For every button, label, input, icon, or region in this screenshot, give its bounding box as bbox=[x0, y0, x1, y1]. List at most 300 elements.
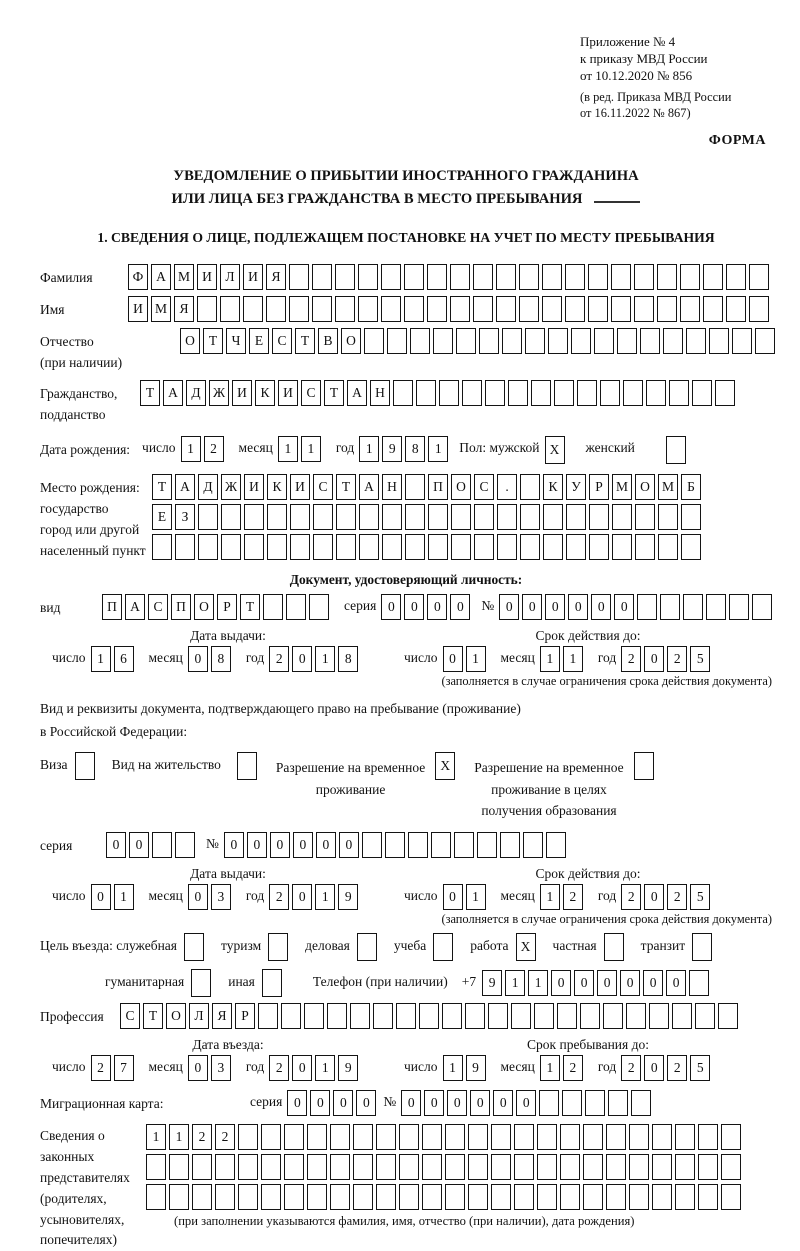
char-cell[interactable]: 0 bbox=[356, 1090, 376, 1116]
char-cell[interactable]: Я bbox=[174, 296, 194, 322]
char-cell[interactable] bbox=[238, 1184, 258, 1210]
char-cell[interactable]: X bbox=[516, 933, 536, 961]
char-cell[interactable] bbox=[422, 1124, 442, 1150]
char-cell[interactable] bbox=[539, 1090, 559, 1116]
char-cell[interactable] bbox=[565, 296, 585, 322]
char-cell[interactable] bbox=[336, 534, 356, 560]
char-cell[interactable] bbox=[491, 1124, 511, 1150]
char-cell[interactable] bbox=[566, 534, 586, 560]
char-cell[interactable] bbox=[689, 970, 709, 996]
char-cell[interactable] bbox=[589, 534, 609, 560]
char-cell[interactable] bbox=[266, 296, 286, 322]
char-cell[interactable] bbox=[514, 1124, 534, 1150]
char-cell[interactable] bbox=[666, 436, 686, 464]
char-cell[interactable] bbox=[606, 1124, 626, 1150]
char-cell[interactable] bbox=[588, 296, 608, 322]
char-cell[interactable]: 0 bbox=[91, 884, 111, 910]
char-cell[interactable] bbox=[312, 296, 332, 322]
char-cell[interactable] bbox=[600, 380, 620, 406]
char-cell[interactable] bbox=[543, 504, 563, 530]
char-cell[interactable] bbox=[358, 264, 378, 290]
char-cell[interactable]: 3 bbox=[211, 884, 231, 910]
char-cell[interactable] bbox=[290, 534, 310, 560]
char-cell[interactable] bbox=[358, 296, 378, 322]
char-cell[interactable] bbox=[381, 296, 401, 322]
char-cell[interactable] bbox=[192, 1184, 212, 1210]
char-cell[interactable] bbox=[652, 1124, 672, 1150]
char-cell[interactable] bbox=[603, 1003, 623, 1029]
char-cell[interactable] bbox=[686, 328, 706, 354]
char-cell[interactable]: 9 bbox=[382, 436, 402, 462]
char-cell[interactable] bbox=[221, 504, 241, 530]
char-cell[interactable]: 2 bbox=[563, 884, 583, 910]
char-cell[interactable]: 0 bbox=[129, 832, 149, 858]
char-cell[interactable]: 1 bbox=[315, 1055, 335, 1081]
char-cell[interactable] bbox=[237, 752, 257, 780]
char-cell[interactable] bbox=[307, 1124, 327, 1150]
char-cell[interactable]: 0 bbox=[404, 594, 424, 620]
char-cell[interactable] bbox=[479, 328, 499, 354]
char-cell[interactable]: X bbox=[545, 436, 565, 464]
char-cell[interactable]: Ж bbox=[209, 380, 229, 406]
char-cell[interactable] bbox=[623, 380, 643, 406]
char-cell[interactable] bbox=[692, 380, 712, 406]
char-cell[interactable]: Т bbox=[324, 380, 344, 406]
char-cell[interactable] bbox=[583, 1154, 603, 1180]
char-cell[interactable]: 7 bbox=[114, 1055, 134, 1081]
char-cell[interactable]: О bbox=[180, 328, 200, 354]
char-cell[interactable] bbox=[583, 1124, 603, 1150]
char-cell[interactable] bbox=[445, 1124, 465, 1150]
char-cell[interactable] bbox=[698, 1124, 718, 1150]
char-cell[interactable] bbox=[416, 380, 436, 406]
char-cell[interactable]: И bbox=[232, 380, 252, 406]
char-cell[interactable] bbox=[520, 474, 540, 500]
char-cell[interactable]: Л bbox=[189, 1003, 209, 1029]
char-cell[interactable]: 8 bbox=[405, 436, 425, 462]
char-cell[interactable] bbox=[635, 534, 655, 560]
char-cell[interactable] bbox=[146, 1154, 166, 1180]
char-cell[interactable]: М bbox=[658, 474, 678, 500]
char-cell[interactable]: Т bbox=[152, 474, 172, 500]
char-cell[interactable] bbox=[393, 380, 413, 406]
char-cell[interactable] bbox=[284, 1154, 304, 1180]
char-cell[interactable] bbox=[658, 534, 678, 560]
char-cell[interactable]: 0 bbox=[597, 970, 617, 996]
char-cell[interactable]: С bbox=[313, 474, 333, 500]
char-cell[interactable] bbox=[749, 296, 769, 322]
char-cell[interactable] bbox=[238, 1154, 258, 1180]
char-cell[interactable]: 1 bbox=[540, 884, 560, 910]
char-cell[interactable] bbox=[652, 1154, 672, 1180]
char-cell[interactable]: 1 bbox=[505, 970, 525, 996]
char-cell[interactable] bbox=[565, 264, 585, 290]
char-cell[interactable]: А bbox=[359, 474, 379, 500]
char-cell[interactable] bbox=[281, 1003, 301, 1029]
char-cell[interactable] bbox=[359, 534, 379, 560]
char-cell[interactable] bbox=[263, 594, 283, 620]
char-cell[interactable] bbox=[548, 328, 568, 354]
char-cell[interactable]: 0 bbox=[568, 594, 588, 620]
char-cell[interactable] bbox=[450, 296, 470, 322]
char-cell[interactable] bbox=[703, 296, 723, 322]
char-cell[interactable] bbox=[577, 380, 597, 406]
char-cell[interactable] bbox=[330, 1184, 350, 1210]
char-cell[interactable]: 0 bbox=[470, 1090, 490, 1116]
char-cell[interactable]: У bbox=[566, 474, 586, 500]
char-cell[interactable]: 0 bbox=[666, 970, 686, 996]
char-cell[interactable]: 1 bbox=[114, 884, 134, 910]
char-cell[interactable]: В bbox=[318, 328, 338, 354]
char-cell[interactable]: Д bbox=[186, 380, 206, 406]
char-cell[interactable]: Р bbox=[589, 474, 609, 500]
char-cell[interactable] bbox=[468, 1124, 488, 1150]
char-cell[interactable] bbox=[626, 1003, 646, 1029]
char-cell[interactable] bbox=[537, 1124, 557, 1150]
char-cell[interactable] bbox=[514, 1154, 534, 1180]
char-cell[interactable] bbox=[571, 328, 591, 354]
char-cell[interactable] bbox=[519, 264, 539, 290]
char-cell[interactable]: 1 bbox=[181, 436, 201, 462]
char-cell[interactable]: 0 bbox=[545, 594, 565, 620]
char-cell[interactable] bbox=[718, 1003, 738, 1029]
char-cell[interactable]: 0 bbox=[427, 594, 447, 620]
char-cell[interactable] bbox=[445, 1154, 465, 1180]
char-cell[interactable]: 0 bbox=[499, 594, 519, 620]
char-cell[interactable] bbox=[726, 264, 746, 290]
char-cell[interactable]: Е bbox=[152, 504, 172, 530]
char-cell[interactable]: 2 bbox=[563, 1055, 583, 1081]
char-cell[interactable] bbox=[221, 534, 241, 560]
char-cell[interactable] bbox=[238, 1124, 258, 1150]
char-cell[interactable] bbox=[646, 380, 666, 406]
char-cell[interactable]: 8 bbox=[211, 646, 231, 672]
char-cell[interactable] bbox=[422, 1184, 442, 1210]
char-cell[interactable]: 5 bbox=[690, 884, 710, 910]
char-cell[interactable]: О bbox=[341, 328, 361, 354]
char-cell[interactable] bbox=[262, 969, 282, 997]
char-cell[interactable]: 6 bbox=[114, 646, 134, 672]
char-cell[interactable]: 0 bbox=[333, 1090, 353, 1116]
char-cell[interactable] bbox=[657, 296, 677, 322]
char-cell[interactable]: 0 bbox=[493, 1090, 513, 1116]
char-cell[interactable] bbox=[580, 1003, 600, 1029]
char-cell[interactable] bbox=[500, 832, 520, 858]
char-cell[interactable]: 1 bbox=[301, 436, 321, 462]
char-cell[interactable]: 0 bbox=[287, 1090, 307, 1116]
char-cell[interactable] bbox=[732, 328, 752, 354]
char-cell[interactable] bbox=[680, 296, 700, 322]
char-cell[interactable]: 1 bbox=[563, 646, 583, 672]
char-cell[interactable] bbox=[244, 534, 264, 560]
char-cell[interactable]: 0 bbox=[443, 646, 463, 672]
char-cell[interactable]: . bbox=[497, 474, 517, 500]
char-cell[interactable] bbox=[698, 1154, 718, 1180]
char-cell[interactable]: 0 bbox=[106, 832, 126, 858]
char-cell[interactable] bbox=[146, 1184, 166, 1210]
char-cell[interactable] bbox=[405, 534, 425, 560]
char-cell[interactable]: К bbox=[255, 380, 275, 406]
char-cell[interactable] bbox=[451, 504, 471, 530]
char-cell[interactable]: 1 bbox=[359, 436, 379, 462]
char-cell[interactable] bbox=[327, 1003, 347, 1029]
char-cell[interactable] bbox=[427, 264, 447, 290]
char-cell[interactable] bbox=[675, 1154, 695, 1180]
char-cell[interactable]: Я bbox=[212, 1003, 232, 1029]
char-cell[interactable]: З bbox=[175, 504, 195, 530]
char-cell[interactable]: Т bbox=[240, 594, 260, 620]
char-cell[interactable] bbox=[359, 504, 379, 530]
char-cell[interactable] bbox=[474, 534, 494, 560]
char-cell[interactable] bbox=[357, 933, 377, 961]
char-cell[interactable]: 0 bbox=[591, 594, 611, 620]
char-cell[interactable] bbox=[243, 296, 263, 322]
char-cell[interactable] bbox=[152, 832, 172, 858]
char-cell[interactable] bbox=[508, 380, 528, 406]
char-cell[interactable]: 0 bbox=[644, 1055, 664, 1081]
char-cell[interactable]: Р bbox=[235, 1003, 255, 1029]
char-cell[interactable]: 0 bbox=[292, 1055, 312, 1081]
char-cell[interactable] bbox=[721, 1124, 741, 1150]
char-cell[interactable]: 1 bbox=[443, 1055, 463, 1081]
char-cell[interactable] bbox=[387, 328, 407, 354]
char-cell[interactable]: Т bbox=[295, 328, 315, 354]
char-cell[interactable] bbox=[658, 504, 678, 530]
char-cell[interactable] bbox=[652, 1184, 672, 1210]
char-cell[interactable] bbox=[364, 328, 384, 354]
char-cell[interactable]: 1 bbox=[428, 436, 448, 462]
char-cell[interactable]: 1 bbox=[466, 646, 486, 672]
char-cell[interactable] bbox=[560, 1184, 580, 1210]
char-cell[interactable]: И bbox=[197, 264, 217, 290]
char-cell[interactable] bbox=[496, 264, 516, 290]
char-cell[interactable]: Я bbox=[266, 264, 286, 290]
char-cell[interactable] bbox=[198, 534, 218, 560]
char-cell[interactable] bbox=[313, 534, 333, 560]
char-cell[interactable]: С bbox=[148, 594, 168, 620]
char-cell[interactable]: 2 bbox=[269, 1055, 289, 1081]
char-cell[interactable] bbox=[497, 504, 517, 530]
char-cell[interactable] bbox=[491, 1184, 511, 1210]
char-cell[interactable] bbox=[330, 1124, 350, 1150]
char-cell[interactable] bbox=[244, 504, 264, 530]
char-cell[interactable] bbox=[663, 328, 683, 354]
char-cell[interactable] bbox=[726, 296, 746, 322]
char-cell[interactable] bbox=[631, 1090, 651, 1116]
char-cell[interactable]: 0 bbox=[450, 594, 470, 620]
char-cell[interactable] bbox=[427, 296, 447, 322]
char-cell[interactable] bbox=[496, 296, 516, 322]
char-cell[interactable] bbox=[588, 264, 608, 290]
char-cell[interactable] bbox=[657, 264, 677, 290]
char-cell[interactable] bbox=[428, 534, 448, 560]
char-cell[interactable] bbox=[286, 594, 306, 620]
char-cell[interactable]: К bbox=[267, 474, 287, 500]
char-cell[interactable] bbox=[261, 1124, 281, 1150]
char-cell[interactable] bbox=[312, 264, 332, 290]
char-cell[interactable]: И bbox=[290, 474, 310, 500]
char-cell[interactable]: 0 bbox=[381, 594, 401, 620]
char-cell[interactable]: 0 bbox=[551, 970, 571, 996]
char-cell[interactable] bbox=[267, 504, 287, 530]
char-cell[interactable] bbox=[454, 832, 474, 858]
char-cell[interactable]: А bbox=[163, 380, 183, 406]
char-cell[interactable] bbox=[606, 1154, 626, 1180]
char-cell[interactable] bbox=[611, 296, 631, 322]
char-cell[interactable]: 1 bbox=[466, 884, 486, 910]
char-cell[interactable] bbox=[589, 504, 609, 530]
char-cell[interactable] bbox=[376, 1124, 396, 1150]
char-cell[interactable] bbox=[191, 969, 211, 997]
char-cell[interactable] bbox=[612, 534, 632, 560]
char-cell[interactable]: 2 bbox=[215, 1124, 235, 1150]
char-cell[interactable] bbox=[396, 1003, 416, 1029]
char-cell[interactable] bbox=[542, 264, 562, 290]
char-cell[interactable] bbox=[215, 1154, 235, 1180]
char-cell[interactable]: Т bbox=[143, 1003, 163, 1029]
char-cell[interactable]: 1 bbox=[169, 1124, 189, 1150]
char-cell[interactable] bbox=[485, 380, 505, 406]
char-cell[interactable] bbox=[629, 1184, 649, 1210]
char-cell[interactable] bbox=[617, 328, 637, 354]
char-cell[interactable]: А bbox=[175, 474, 195, 500]
char-cell[interactable] bbox=[531, 380, 551, 406]
char-cell[interactable] bbox=[611, 264, 631, 290]
char-cell[interactable]: 9 bbox=[482, 970, 502, 996]
char-cell[interactable] bbox=[198, 504, 218, 530]
char-cell[interactable] bbox=[675, 1184, 695, 1210]
char-cell[interactable]: И bbox=[244, 474, 264, 500]
char-cell[interactable] bbox=[721, 1184, 741, 1210]
char-cell[interactable] bbox=[612, 504, 632, 530]
char-cell[interactable] bbox=[681, 504, 701, 530]
char-cell[interactable]: 3 bbox=[211, 1055, 231, 1081]
char-cell[interactable]: 0 bbox=[293, 832, 313, 858]
char-cell[interactable] bbox=[376, 1154, 396, 1180]
char-cell[interactable]: Ч bbox=[226, 328, 246, 354]
char-cell[interactable]: 0 bbox=[401, 1090, 421, 1116]
char-cell[interactable] bbox=[640, 328, 660, 354]
char-cell[interactable] bbox=[404, 296, 424, 322]
char-cell[interactable] bbox=[634, 296, 654, 322]
char-cell[interactable] bbox=[635, 504, 655, 530]
char-cell[interactable] bbox=[307, 1154, 327, 1180]
char-cell[interactable] bbox=[637, 594, 657, 620]
char-cell[interactable]: Ф bbox=[128, 264, 148, 290]
char-cell[interactable] bbox=[404, 264, 424, 290]
char-cell[interactable]: С bbox=[120, 1003, 140, 1029]
char-cell[interactable] bbox=[680, 264, 700, 290]
char-cell[interactable] bbox=[709, 328, 729, 354]
char-cell[interactable] bbox=[433, 328, 453, 354]
char-cell[interactable] bbox=[703, 264, 723, 290]
char-cell[interactable]: А bbox=[347, 380, 367, 406]
char-cell[interactable] bbox=[152, 534, 172, 560]
char-cell[interactable]: 2 bbox=[667, 1055, 687, 1081]
char-cell[interactable] bbox=[660, 594, 680, 620]
char-cell[interactable] bbox=[560, 1154, 580, 1180]
char-cell[interactable] bbox=[313, 504, 333, 530]
char-cell[interactable] bbox=[381, 264, 401, 290]
char-cell[interactable]: 2 bbox=[192, 1124, 212, 1150]
char-cell[interactable] bbox=[175, 534, 195, 560]
char-cell[interactable] bbox=[706, 594, 726, 620]
char-cell[interactable] bbox=[267, 534, 287, 560]
char-cell[interactable] bbox=[511, 1003, 531, 1029]
char-cell[interactable] bbox=[543, 534, 563, 560]
char-cell[interactable] bbox=[525, 328, 545, 354]
char-cell[interactable]: 0 bbox=[644, 884, 664, 910]
char-cell[interactable]: X bbox=[435, 752, 455, 780]
char-cell[interactable]: 2 bbox=[269, 646, 289, 672]
char-cell[interactable] bbox=[445, 1184, 465, 1210]
char-cell[interactable] bbox=[729, 594, 749, 620]
char-cell[interactable] bbox=[537, 1154, 557, 1180]
char-cell[interactable] bbox=[428, 504, 448, 530]
char-cell[interactable] bbox=[309, 594, 329, 620]
char-cell[interactable]: 9 bbox=[466, 1055, 486, 1081]
char-cell[interactable] bbox=[408, 832, 428, 858]
char-cell[interactable] bbox=[629, 1154, 649, 1180]
char-cell[interactable] bbox=[672, 1003, 692, 1029]
char-cell[interactable] bbox=[606, 1184, 626, 1210]
char-cell[interactable] bbox=[629, 1124, 649, 1150]
char-cell[interactable]: 2 bbox=[667, 884, 687, 910]
char-cell[interactable] bbox=[634, 752, 654, 780]
char-cell[interactable]: М bbox=[151, 296, 171, 322]
char-cell[interactable] bbox=[307, 1184, 327, 1210]
char-cell[interactable]: 0 bbox=[339, 832, 359, 858]
char-cell[interactable]: 1 bbox=[91, 646, 111, 672]
char-cell[interactable] bbox=[405, 474, 425, 500]
char-cell[interactable]: И bbox=[278, 380, 298, 406]
char-cell[interactable] bbox=[474, 504, 494, 530]
char-cell[interactable] bbox=[304, 1003, 324, 1029]
char-cell[interactable]: 2 bbox=[204, 436, 224, 462]
char-cell[interactable] bbox=[353, 1184, 373, 1210]
char-cell[interactable]: 0 bbox=[443, 884, 463, 910]
char-cell[interactable]: А bbox=[151, 264, 171, 290]
char-cell[interactable] bbox=[385, 832, 405, 858]
char-cell[interactable]: К bbox=[543, 474, 563, 500]
char-cell[interactable]: Т bbox=[140, 380, 160, 406]
char-cell[interactable]: Р bbox=[217, 594, 237, 620]
char-cell[interactable] bbox=[519, 296, 539, 322]
char-cell[interactable] bbox=[585, 1090, 605, 1116]
char-cell[interactable]: 1 bbox=[315, 646, 335, 672]
char-cell[interactable]: 0 bbox=[292, 884, 312, 910]
char-cell[interactable] bbox=[284, 1184, 304, 1210]
char-cell[interactable]: 1 bbox=[146, 1124, 166, 1150]
char-cell[interactable] bbox=[604, 933, 624, 961]
char-cell[interactable]: 0 bbox=[644, 646, 664, 672]
char-cell[interactable] bbox=[399, 1184, 419, 1210]
char-cell[interactable]: 2 bbox=[621, 646, 641, 672]
char-cell[interactable]: С bbox=[272, 328, 292, 354]
char-cell[interactable] bbox=[289, 296, 309, 322]
char-cell[interactable]: 9 bbox=[338, 1055, 358, 1081]
char-cell[interactable]: Н bbox=[370, 380, 390, 406]
char-cell[interactable] bbox=[523, 832, 543, 858]
char-cell[interactable] bbox=[520, 504, 540, 530]
char-cell[interactable] bbox=[353, 1124, 373, 1150]
char-cell[interactable] bbox=[261, 1184, 281, 1210]
char-cell[interactable] bbox=[335, 296, 355, 322]
char-cell[interactable]: 0 bbox=[316, 832, 336, 858]
char-cell[interactable]: Т bbox=[336, 474, 356, 500]
char-cell[interactable] bbox=[557, 1003, 577, 1029]
char-cell[interactable] bbox=[220, 296, 240, 322]
